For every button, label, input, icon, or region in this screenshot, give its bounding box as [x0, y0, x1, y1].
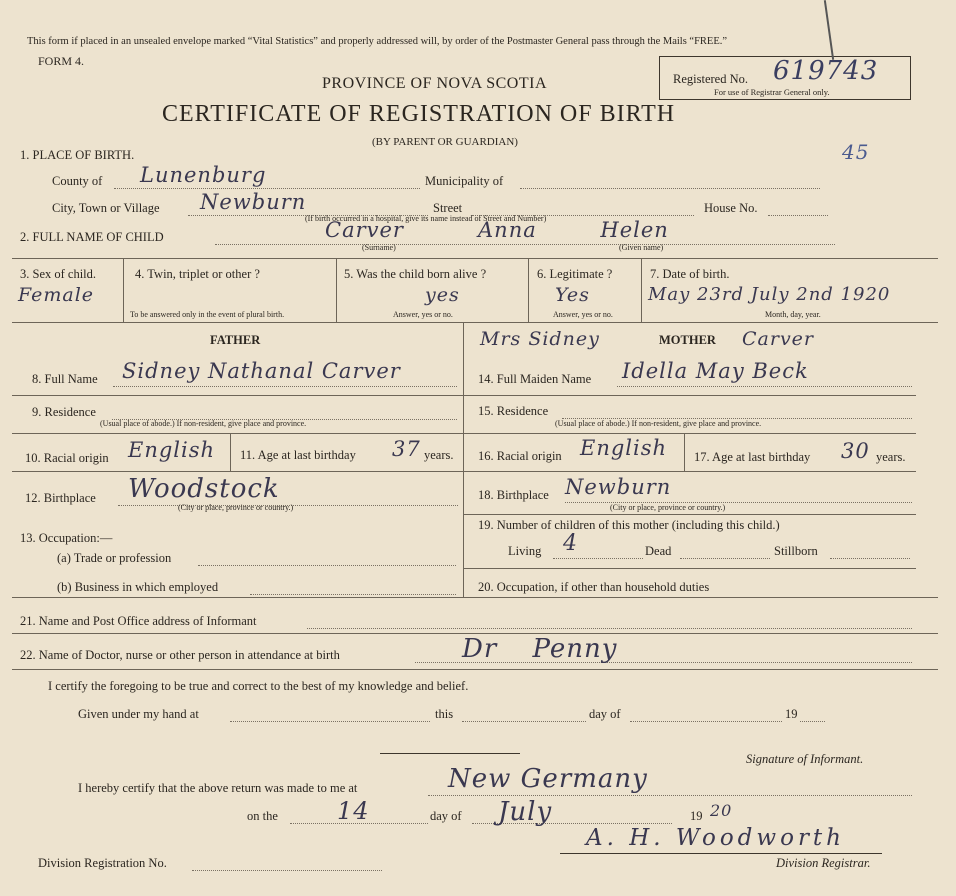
- dob-value: May 23rd July 2nd 1920: [648, 284, 891, 305]
- city-label: City, Town or Village: [52, 201, 160, 215]
- child-given-name: Anna Helen: [478, 218, 669, 242]
- on-the-label: on the: [247, 809, 278, 823]
- occupation-label: 13. Occupation:—: [20, 531, 113, 545]
- father-age-label: 11. Age at last birthday: [240, 448, 356, 462]
- day-of-line: [630, 721, 782, 722]
- doctor-label: 22. Name of Doctor, nurse or other person in attendance at birth: [20, 648, 340, 662]
- stillborn-label: Stillborn: [774, 544, 818, 558]
- registered-label: Registered No.: [673, 72, 748, 86]
- father-racial-value: English: [128, 438, 216, 462]
- registration-year-prefix: 19: [690, 809, 703, 823]
- given-line: [230, 721, 430, 722]
- divider: [230, 433, 231, 471]
- father-years: years.: [424, 448, 454, 462]
- mother-age-label: 17. Age at last birthday: [694, 450, 811, 464]
- this-label: this: [435, 707, 454, 721]
- dob-note: Month, day, year.: [765, 310, 821, 319]
- province-heading: PROVINCE OF NOVA SCOTIA: [322, 75, 548, 92]
- given-name-caption: (Given name): [619, 243, 664, 252]
- registrar-signature-rule: [560, 853, 882, 854]
- row-border: [12, 471, 916, 472]
- father-birthplace-label: 12. Birthplace: [25, 491, 96, 505]
- mother-name-label: 14. Full Maiden Name: [478, 372, 592, 386]
- registrar-signature: A. H. Woodworth: [586, 825, 845, 851]
- hospital-note: (If birth occurred in a hospital, give its name instead of Street and Number): [305, 214, 547, 223]
- legitimate-label: 6. Legitimate ?: [537, 267, 613, 281]
- father-residence-label: 9. Residence: [32, 405, 96, 419]
- registration-day: 14: [337, 797, 370, 825]
- sex-value: Female: [18, 284, 95, 306]
- father-name-value: Sidney Nathanal Carver: [122, 359, 401, 383]
- trade-label: (a) Trade or profession: [57, 551, 172, 565]
- father-birthplace-value: Woodstock: [128, 474, 280, 504]
- father-age-value: 37: [392, 437, 421, 461]
- informant-signature-label: Signature of Informant.: [746, 752, 864, 766]
- mother-age-value: 30: [841, 439, 870, 463]
- informant-line: [307, 628, 912, 629]
- legitimate-value: Yes: [555, 284, 590, 306]
- father-name-label: 8. Full Name: [32, 372, 98, 386]
- alive-value: yes: [425, 284, 460, 306]
- father-residence-note: (Usual place of abode.) If non-resident, give place and province.: [100, 419, 307, 428]
- postal-note: This form if placed in an unsealed envelope marked “Vital Statistics” and properly addressed will, by order of the Postmaster General pass through the Mails “FREE.”: [27, 36, 728, 47]
- father-heading: FATHER: [210, 333, 261, 347]
- registrar-place-line: [428, 795, 912, 796]
- signature-rule: [380, 753, 520, 754]
- given-label: Given under my hand at: [78, 707, 199, 721]
- row-border: [12, 597, 938, 598]
- dead-label: Dead: [645, 544, 672, 558]
- mother-occupation-label: 20. Occupation, if other than household duties: [478, 580, 710, 594]
- mother-birthplace-label: 18. Birthplace: [478, 488, 549, 502]
- form-number: FORM 4.: [38, 54, 85, 68]
- mother-birthplace-value: Newburn: [565, 475, 672, 499]
- division-number-line: [192, 870, 382, 871]
- living-value: 4: [563, 531, 578, 556]
- division-registrar-label: Division Registrar.: [776, 856, 871, 870]
- year-prefix: 19: [785, 707, 798, 721]
- row-border: [12, 669, 938, 670]
- subtitle: (BY PARENT OR GUARDIAN): [372, 136, 518, 148]
- mother-pre-name: Mrs Sidney: [480, 328, 600, 350]
- children-label: 19. Number of children of this mother (including this child.): [478, 518, 780, 532]
- registrar-certify: I hereby certify that the above return was made to me at: [78, 781, 358, 795]
- alive-label: 5. Was the child born alive ?: [344, 267, 487, 281]
- business-line: [250, 594, 456, 595]
- child-surname: Carver: [325, 218, 404, 242]
- mother-post-name: Carver: [742, 328, 815, 350]
- registration-year-suffix: 20: [710, 801, 733, 820]
- house-line: [768, 215, 828, 216]
- row-border: [12, 433, 916, 434]
- corner-mark: 45: [842, 140, 870, 164]
- certify-statement: I certify the foregoing to be true and correct to the best of my knowledge and belief.: [48, 679, 469, 693]
- legitimate-note: Answer, yes or no.: [553, 310, 613, 319]
- divider: [641, 258, 642, 322]
- mother-heading: MOTHER: [659, 333, 716, 347]
- twin-note: To be answered only in the event of plural birth.: [130, 310, 285, 319]
- mother-racial-value: English: [580, 436, 668, 460]
- mother-name-line: [617, 386, 912, 387]
- mother-racial-label: 16. Racial origin: [478, 449, 562, 463]
- year-line: [800, 721, 825, 722]
- divider: [528, 258, 529, 322]
- mother-years: years.: [876, 450, 906, 464]
- registrar-use-note: For use of Registrar General only.: [714, 87, 830, 97]
- house-label: House No.: [704, 201, 758, 215]
- dob-label: 7. Date of birth.: [650, 267, 730, 281]
- page-title: CERTIFICATE OF REGISTRATION OF BIRTH: [162, 101, 676, 127]
- day-of-label: day of: [589, 707, 621, 721]
- alive-note: Answer, yes or no.: [393, 310, 453, 319]
- divider: [684, 433, 685, 471]
- municipality-line: [520, 188, 820, 189]
- center-divider: [463, 322, 464, 597]
- registered-number: 619743: [773, 56, 879, 86]
- row-border: [463, 395, 916, 396]
- business-label: (b) Business in which employed: [57, 580, 219, 594]
- mother-residence-note: (Usual place of abode.) If non-resident, give place and province.: [555, 419, 762, 428]
- county-line: [114, 188, 420, 189]
- stillborn-line: [830, 558, 910, 559]
- row-border: [12, 395, 463, 396]
- living-line: [553, 558, 643, 559]
- mother-name-value: Idella May Beck: [622, 359, 809, 383]
- row-border-bottom: [12, 322, 938, 323]
- divider: [336, 258, 337, 322]
- county-value: Lunenburg: [140, 163, 267, 187]
- divider: [123, 258, 124, 322]
- informant-label: 21. Name and Post Office address of Informant: [20, 614, 257, 628]
- county-label: County of: [52, 174, 103, 188]
- father-name-line: [113, 386, 457, 387]
- place-of-birth-heading: 1. PLACE OF BIRTH.: [20, 148, 135, 162]
- trade-line: [198, 565, 456, 566]
- city-value: Newburn: [200, 190, 307, 214]
- row-border: [463, 514, 916, 515]
- living-label: Living: [508, 544, 542, 558]
- doctor-value: Dr Penny: [462, 634, 618, 664]
- day-of-label-2: day of: [430, 809, 462, 823]
- mother-birthplace-note: (City or place, province or country.): [610, 503, 726, 512]
- child-name-label: 2. FULL NAME OF CHILD: [20, 230, 164, 244]
- father-birthplace-note: (City or place, province or country.): [178, 503, 294, 512]
- sex-label: 3. Sex of child.: [20, 267, 97, 281]
- child-name-line: [215, 244, 835, 245]
- street-label: Street: [433, 201, 463, 215]
- registration-month: July: [498, 797, 553, 827]
- mother-residence-label: 15. Residence: [478, 404, 549, 418]
- father-racial-label: 10. Racial origin: [25, 451, 109, 465]
- surname-caption: (Surname): [362, 243, 396, 252]
- dead-line: [680, 558, 770, 559]
- this-line: [462, 721, 586, 722]
- registrar-place: New Germany: [448, 764, 648, 794]
- municipality-label: Municipality of: [425, 174, 504, 188]
- row-border-top: [12, 258, 938, 259]
- pencil-stroke: [824, 0, 834, 60]
- row-border: [463, 568, 916, 569]
- twin-label: 4. Twin, triplet or other ?: [135, 267, 260, 281]
- division-number-label: Division Registration No.: [38, 856, 167, 870]
